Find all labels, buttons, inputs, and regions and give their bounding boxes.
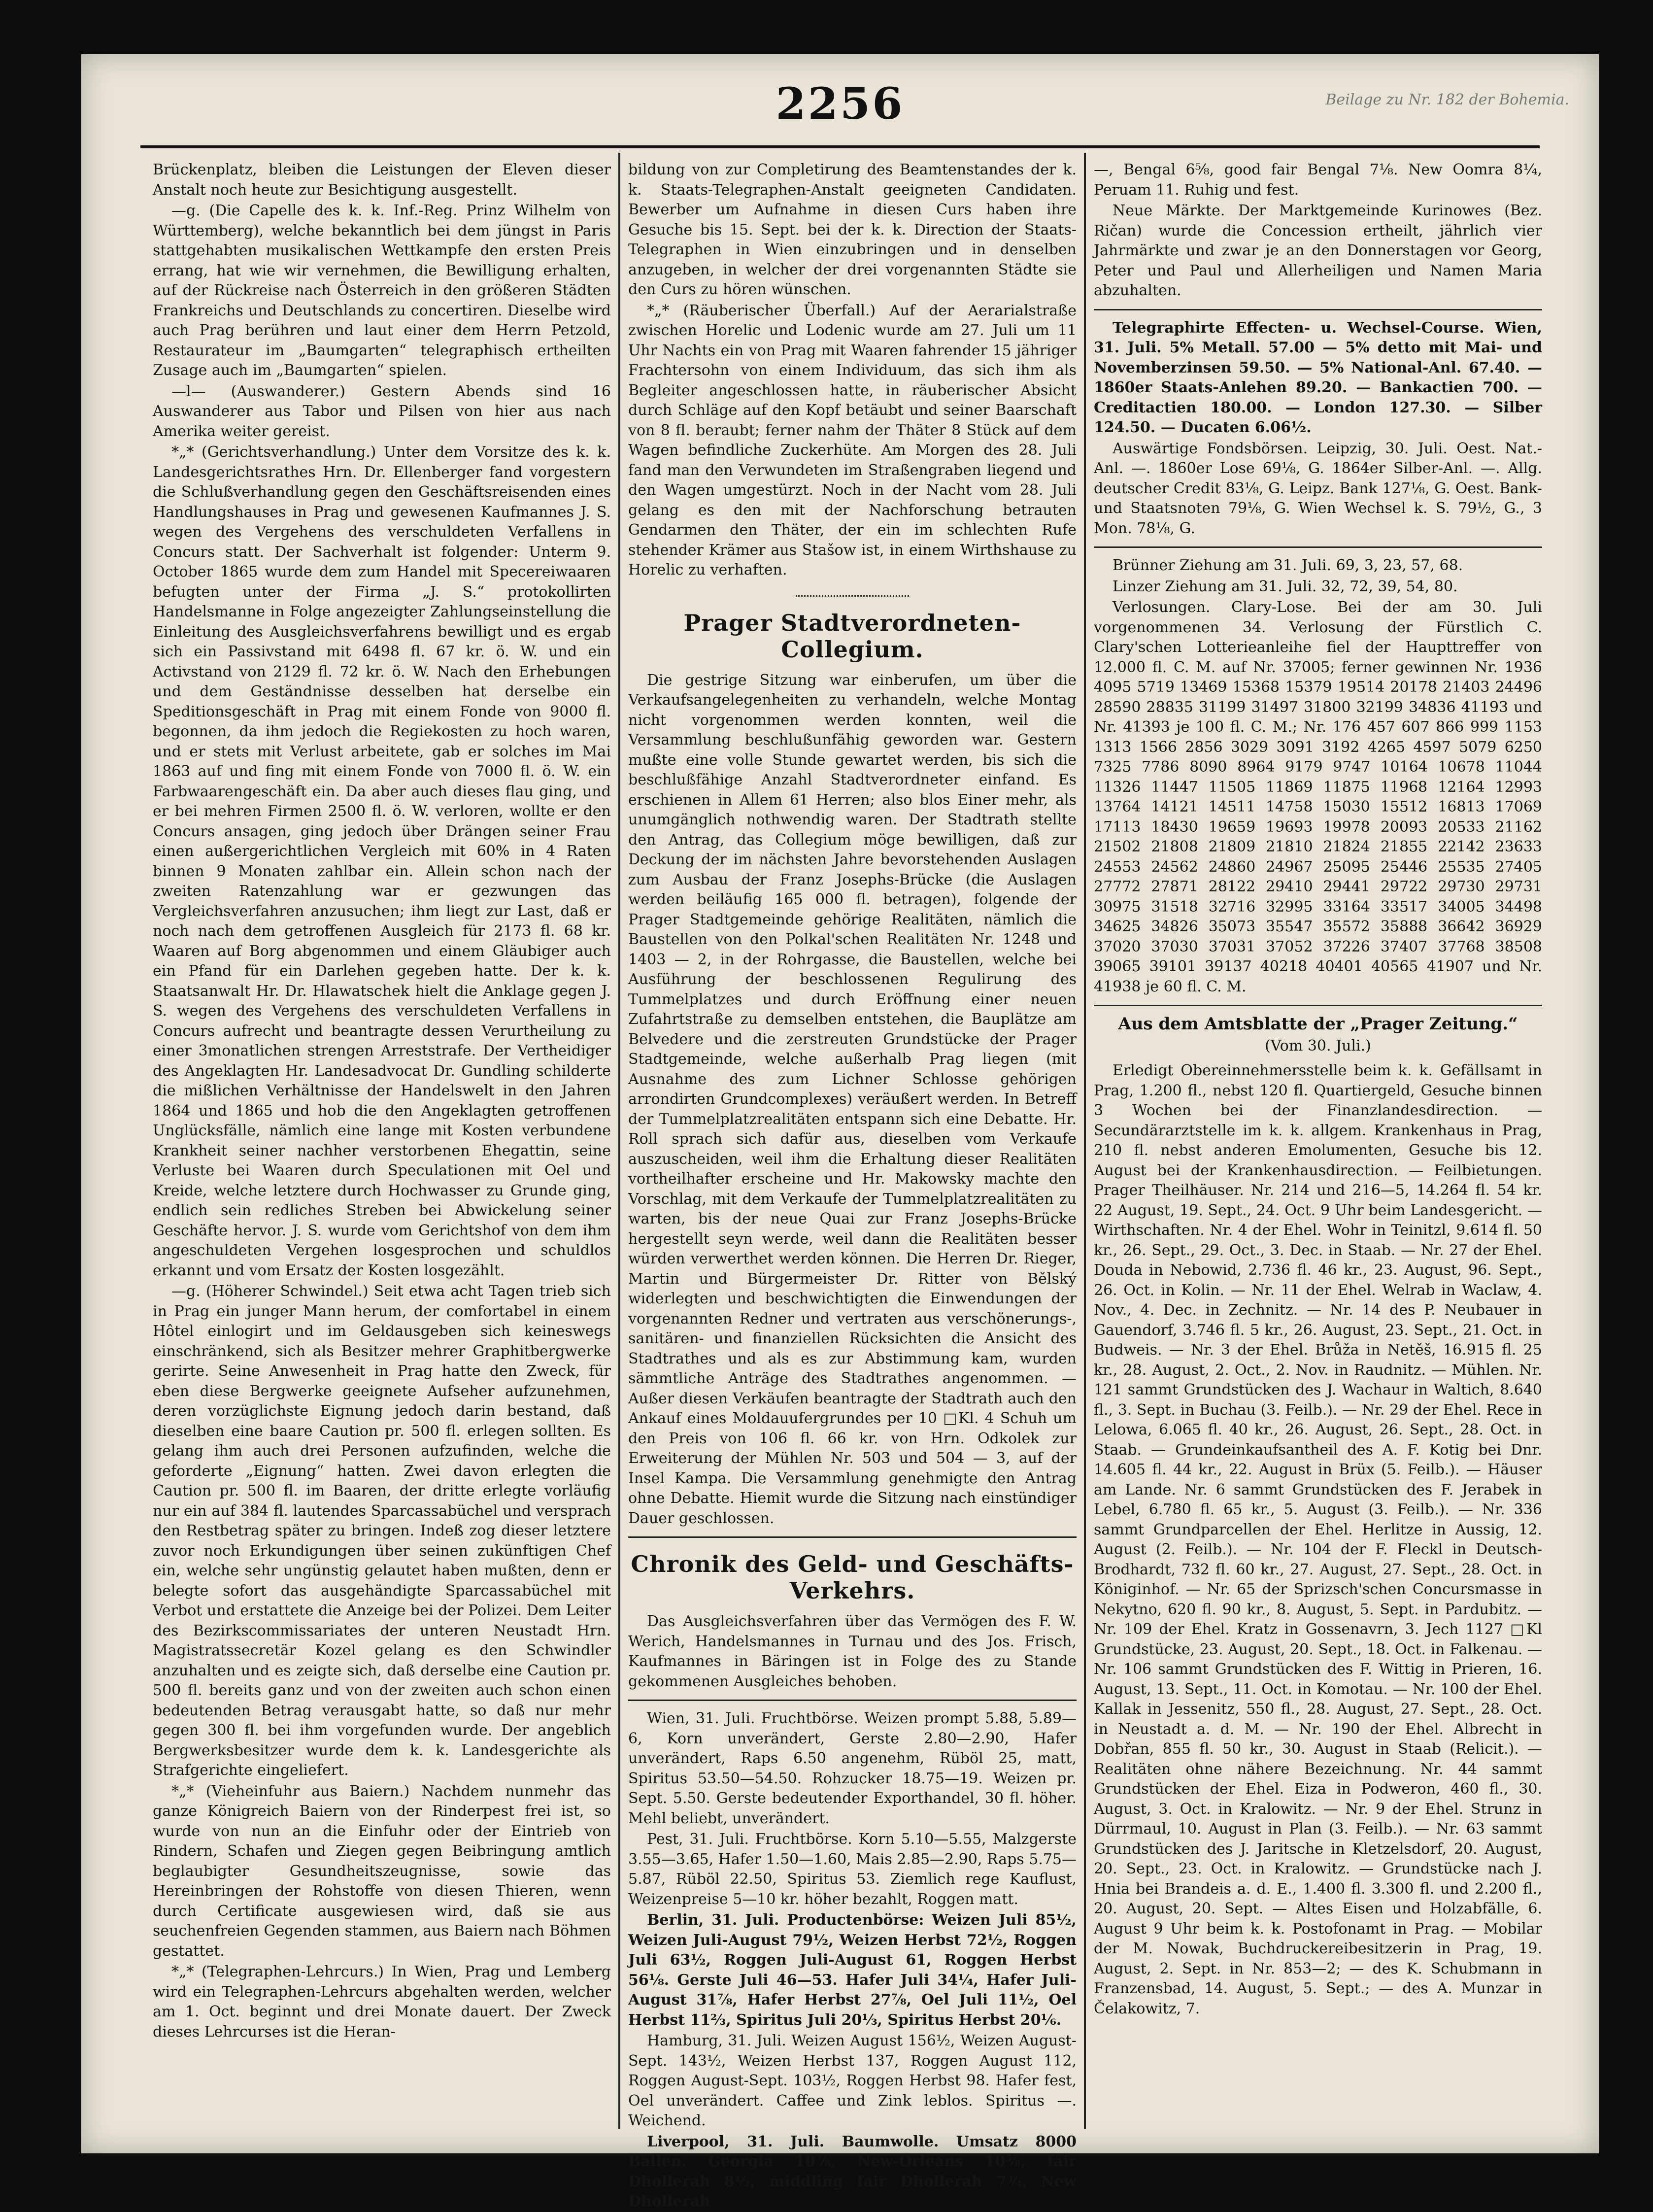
- section-heading-chronik: Chronik des Geld- und Geschäfts-Verkehrs.: [631, 1551, 1074, 1604]
- column-divider-1: [618, 153, 620, 2129]
- column-divider-2: [1084, 153, 1086, 2129]
- section-heading-stadtverordneten: Prager Stadtverordneten-Collegium.: [683, 609, 1021, 663]
- market-liverpool: Liverpool, 31. Juli. Baumwolle. Umsatz 8000 Ballen. Georgia 10⅞, New-Orleans 10⅝, fair Dhollerah 8½, middling fair Dhollerah 7¾, New Dhollerah: [628, 2133, 1077, 2210]
- foreign-exchanges: Auswärtige Fondsbörsen. Leipzig, 30. Juli. Oest. Nat.-Anl. —. 1860er Lose 69⅛, G. 1864er Silber-Anl. —. Allg. deutscher Credit 83⅛, G. Leipz. Bank 127⅛, G. Oest. Bank- und Staatsnoten 79⅛, G. Wien Wechsel k. S. 79½, G., 3 Mon. 78⅛, G.: [1094, 440, 1542, 537]
- market-berlin: Berlin, 31. Juli. Productenbörse: Weizen Juli 85½, Weizen Juli-August 79½, Weizen Herbst 72½, Roggen Juli 63½, Roggen Juli-August 61, Roggen Herbst 56⅛. Gerste Juli 46—53. Hafer Juli 34¼, Hafer Juli-August 31⅞, Hafer Herbst 27⅞, Oel Juli 11½, Oel Herbst 11⅔, Spiritus Juli 20⅓, Spiritus Herbst 20⅙.: [628, 1911, 1077, 2029]
- column-3: [1094, 160, 1542, 2126]
- section-rule: [628, 1700, 1077, 1701]
- article-continuation: Brückenplatz, bleiben die Leistungen der Eleven dieser Anstalt noch heute zur Besichtigung ausgestellt.: [153, 161, 611, 199]
- article-vieheinfuhr: *„* (Vieheinfuhr aus Baiern.) Nachdem nunmehr das ganze Königreich Baiern von der Rinderpest frei ist, so wurde von nun an die Einfuhr oder der Eintrieb von Rindern, Schafen und Ziegen gegen Beibringung amtlich beglaubigter Gesundheitszeugnisse, sowie das Hereinbringen der Rohstoffe von diesen Thieren, wenn durch Certificate ausgewiesen wird, daß sie aus seuchenfreien Gegenden stammen, aus Baiern nach Böhmen gestattet.: [153, 1782, 611, 1960]
- lottery-verlosungen: Verlosungen. Clary-Lose. Bei der am 30. Juli vorgenommenen 34. Verlosung der Fürstlich C. Clary'schen Lotterieanleihe fiel der Haupttreffer von 12.000 fl. C. M. auf Nr. 37005; ferner gewinnen Nr. 1936 4095 5719 13469 15368 15379 19514 20178 21403 24496 28590 28835 31199 31497 31800 32199 34836 41193 und Nr. 41393 je 100 fl. C. M.; Nr. 176 457 607 866 999 1153 1313 1566 2856 3029 3091 3192 4265 4597 5079 6250 7325 7786 8090 8964 9179 9747 10164 10678 11044 11326 11447 11505 11869 11875 11968 12164 12993 13764 14121 14511 14758 15030 15512 16813 17069 17113 18430 19659 19693 19978 20093 20533 21162 21502 21808 21809 21810 21824 21855 22142 23633 24553 24562 24860 24967 25095 25446 25535 27405 27772 27871 28122 29410 29441 29722 29730 29731 30975 31518 32716 32995 33164 33517 34005 34498 34625 34826 35073 35547 35572 35888 36642 36929 37020 37030 37031 37052 37226 37407 37768 38508 39065 39101 39137 40218 40401 40565 41907 und Nr. 41938 je 60 fl. C. M.: [1094, 599, 1542, 995]
- section-rule: [1094, 309, 1542, 310]
- article-neue-maerkte: Neue Märkte. Der Marktgemeinde Kurinowes (Bez. Ričan) wurde die Concession ertheilt, jährlich vier Jahrmärkte und zwar je an den Donnerstagen vor Georg, Peter und Paul und Allerheiligen und Namen Maria abzuhalten.: [1094, 202, 1542, 299]
- top-rule: [140, 145, 1540, 148]
- article-auswanderer: —l— (Auswanderer.) Gestern Abends sind 16 Auswanderer aus Tabor und Pilsen von hier aus nach Amerika weiter gereist.: [153, 382, 611, 440]
- article-amtsblatt: Erledigt Obereinnehmersstelle beim k. k. Gefällsamt in Prag, 1.200 fl., nebst 120 fl. Quartiergeld, Gesuche binnen 3 Wochen bei der Finanzlandesdirection. — Secundärarztstelle im k. k. allgem. Krankenhaus in Prag, 210 fl. nebst anderen Emolumenten, Gesuche bis 12. August bei der Krankenhausdirection. — Feilbietungen. Prager Theilhäuser. Nr. 214 und 216—5, 14.264 fl. 54 kr. 22 August, 19. Sept., 24. Oct. 9 Uhr beim Landesgericht. — Wirthschaften. Nr. 4 der Ehel. Wohr in Teinitzl, 9.614 fl. 50 kr., 26. Sept., 29. Oct., 3. Dec. in Staab. — Nr. 27 der Ehel. Douda in Nebowid, 2.736 fl. 46 kr., 23. August, 96. Sept., 26. Oct. in Kolin. — Nr. 11 der Ehel. Welrab in Waclaw, 4. Nov., 4. Dec. in Zechnitz. — Nr. 14 des P. Neubauer in Gauendorf, 3.746 fl. 5 kr., 26. August, 23. Sept., 21. Oct. in Budweis. — Nr. 3 der Ehel. Brůža in Netěš, 16.915 fl. 25 kr., 28. August, 2. Oct., 2. Nov. in Raudnitz. — Mühlen. Nr. 121 sammt Grundstücken des J. Wachaur in Waltich, 8.640 fl., 3. Sept. in Buchau (3. Feilb.). — Nr. 29 der Ehel. Rece in Lelowa, 6.065 fl. 40 kr., 26. August, 26. Sept., 28. Oct. in Staab. — Grundeinkaufsantheil des A. F. Kotig bei Dnr. 14.605 fl. 44 kr., 22. August in Brüx (5. Feilb.). — Häuser am Lande. Nr. 6 sammt Grundstücken des F. Jerabek in Lebel, 6.780 fl. 65 kr., 5. August (3. Feilb.). — Nr. 336 sammt Grundparcellen der Ehel. Herlitze in Aussig, 12. August (2. Feilb.). — Nr. 104 der F. Fleckl in Deutsch-Brodhardt, 732 fl. 60 kr., 27. August, 27. Sept., 28. Oct. in Königinhof. — Nr. 65 der Sprizsch'schen Concursmasse in Nekytno, 620 fl. 90 kr., 8. August, 5. Sept. in Pardubitz. — Nr. 109 der Ehel. Kratz in Gossenavrn, 3. Jech 1127 □Kl Grundstücke, 23. August, 20. Sept., 18. Oct. in Falkenau. — Nr. 106 sammt Grundstücken des F. Wittig in Prieren, 16. August, 13. Sept., 11. Oct. in Komotau. — Nr. 100 der Ehel. Kallak in Jessenitz, 550 fl., 28. August, 27. Sept., 28. Oct. in Neustadt a. d. M. — Nr. 190 der Ehel. Albrecht in Dobřan, 855 fl. 50 kr., 30. August in Staab (Relicit.). — Realitäten ohne nähere Bezeichnung. Nr. 44 sammt Grundstücken der Ehel. Eiza in Podweron, 460 fl., 30. August, 3. Oct. in Kralowitz. — Nr. 9 der Ehel. Strunz in Dürrmaul, 10. August in Plan (3. Feilb.). — Nr. 63 sammt Grundstücken des J. Jaritsche in Kletzelsdorf, 20. August, 20. Sept., 23. Oct. in Kralowitz. — Grundstücke nach J. Hnia bei Brandeis a. d. E., 1.400 fl. 3.300 fl. und 2.200 fl., 20. August, 20. Sept. — Altes Eisen und Holzabfälle, 6. August 9 Uhr beim k. k. Postofonamt in Prag. — Mobilar der M. Nowak, Buchdruckereibesitzerin in Prag, 19. August, 2. Sept. in Nr. 853—2; — des K. Schubmann in Franzensbad, 14. August, 5. Sept.; — des A. Munzar in Čelakowitz, 7.: [1094, 1062, 1542, 2017]
- section-rule: [1094, 1005, 1542, 1006]
- market-hamburg: Hamburg, 31. Juli. Weizen August 156½, Weizen August-Sept. 143½, Weizen Herbst 137, Roggen August 112, Roggen August-Sept. 103½, Roggen Herbst 98. Hafer fest, Oel unverändert. Caffee und Zink leblos. Spiritus —. Weichend.: [628, 2032, 1077, 2129]
- market-pest: Pest, 31. Juli. Fruchtbörse. Korn 5.10—5.55, Malzgerste 3.55—3.65, Hafer 1.50—1.60, Mais 2.85—2.90, Raps 5.75—5.87, Rüböl 22.50, Spiritus 53. Ziemlich rege Kauflust, Weizenpreise 5—10 kr. höher bezahlt, Roggen matt.: [628, 1831, 1077, 1908]
- article-ausgleich: Das Ausgleichsverfahren über das Vermögen des F. W. Werich, Handelsmannes in Turnau und des Jos. Frisch, Kaufmannes in Bäringen ist in Folge des zu Stande gekommenen Ausgleiches behoben.: [628, 1613, 1077, 1690]
- lottery-linz: Linzer Ziehung am 31. Juli. 32, 72, 39, 54, 80.: [1113, 578, 1458, 595]
- section-rule: [628, 1536, 1077, 1538]
- article-capelle: —g. (Die Capelle des k. k. Inf.-Reg. Prinz Wilhelm von Württemberg), welche bekanntlich bei dem jüngst in Paris stattgehabten musikalischen Wettkampfe den ersten Preis errang, hat wie wir vernehmen, die Bewilligung erhalten, auf der Rückreise nach Österreich in den größeren Städten Frankreichs und Deutschlands zu concertiren. Dieselbe wird auch Prag berühren und laut einer dem Herrn Petzold, Restaurateur im „Baumgarten“ telegraphisch ertheilten Zusage auch im „Baumgarten“ spielen.: [153, 202, 611, 379]
- lottery-bruenn: Brünner Ziehung am 31. Juli. 69, 3, 23, 57, 68.: [1113, 557, 1463, 574]
- section-heading-amtsblatt: Aus dem Amtsblatte der „Prager Zeitung.“: [1118, 1014, 1518, 1034]
- column-1: [153, 160, 611, 2126]
- column-2: [628, 160, 1077, 2210]
- page-number: 2256: [776, 78, 905, 129]
- article-lehrcurs-continuation: bildung von zur Completirung des Beamtenstandes der k. k. Staats-Telegraphen-Anstalt geeigneten Candidaten. Bewerber um Aufnahme in diesen Curs haben ihre Gesuche bis 15. Sept. bei der k. k. Direction der Staats-Telegraphen in Wien einzubringen und in denselben anzugeben, in welcher der drei vorgenannten Städte sie den Curs zu hören wünschen.: [628, 161, 1077, 298]
- section-subheading-date: (Vom 30. Juli.): [1265, 1037, 1371, 1055]
- article-stadtverordneten: Die gestrige Sitzung war einberufen, um über die Verkaufsangelegenheiten zu verhandeln, welche Montag nicht vorgenommen werden konnten, weil die Versammlung beschlußunfähig geworden war. Gestern mußte eine volle Stunde gewartet werden, bis sich die beschlußfähige Anzahl Stadtverordneter einfand. Es erschienen in Allem 61 Herren; also blos Einer mehr, als unumgänglich nothwendig waren. Der Stadtrath stellte den Antrag, das Collegium möge bewilligen, daß zur Deckung der im nächsten Jahre bevorstehenden Auslagen zum Ausbau der Franz Josephs-Brücke (die Auslagen werden beiläufig 165 000 fl. betragen), folgende der Prager Stadtgemeinde gehörige Realitäten, nämlich die Baustellen von den Polkal'schen Realitäten Nr. 1248 und 1403 — 2, in der Rohrgasse, die Baustellen, welche bei Ausführung der beschlossenen Regulirung des Tummelplatzes und durch Eröffnung einer neuen Zufahrtstraße zu demselben entstehen, die Bauplätze am Belvedere und die zerstreuten Grundstücke der Prager Stadtgemeinde, welche außerhalb Prag liegen (mit Ausnahme des zum Lichner Schlosse gehörigen arrondirten Grundcomplexes) veräußert werden. In Betreff der Tummelplatzrealitäten entspann sich eine Debatte. Hr. Roll sprach sich dafür aus, dieselben vom Verkaufe auszuscheiden, weil ihm die Erhaltung dieser Realitäten vortheilhafter erscheine und Hr. Makowsky machte den Vorschlag, mit dem Verkaufe der Tummelplatzrealitäten zu warten, bis der neue Quai zur Franz Josephs-Brücke hergestellt seyn werde, weil dann die Realitäten besser würden verwerthet werden können. Die Herren Dr. Rieger, Martin und Bürgermeister Dr. Ritter von Bělský widerlegten und beschwichtigten die Einwendungen der vorgenannten Redner und vertraten aus verschönerungs-, sanitären- und finanziellen Rücksichten die Ansicht des Stadtrathes und als es zur Abstimmung kam, wurden sämmtliche Anträge des Stadtrathes angenommen. — Außer diesen Verkäufen beantragte der Stadtrath auch den Ankauf eines Moldauufergrundes per 10 □Kl. 4 Schuh um den Preis von 106 fl. 66 kr. von Hrn. Odkolek zur Erweiterung der Mühlen Nr. 503 und 504 — 3, auf der Insel Kampa. Die Versammlung genehmigte den Antrag ohne Debatte. Hiemit wurde die Sitzung nach einstündiger Dauer geschlossen.: [628, 671, 1077, 1527]
- telegraph-courses: Telegraphirte Effecten- u. Wechsel-Course. Wien, 31. Juli. 5% Metall. 57.00 — 5% detto mit Mai- und Novemberzinsen 59.50. — 5% National-Anl. 67.40. — 1860er Staats-Anlehen 89.20. — Bankactien 700. — Creditactien 180.00. — London 127.30. — Silber 124.50. — Ducaten 6.06½.: [1094, 319, 1542, 436]
- article-gerichtsverhandlung: *„* (Gerichtsverhandlung.) Unter dem Vorsitze des k. k. Landesgerichtsrathes Hrn. Dr. Ellenberger fand vorgestern die Schlußverhandlung gegen den Geschäftsreisenden eines Handlungshauses in Prag und gewesenen Kaufmannes J. S. wegen des Vergehens des verschuldeten Verfallens in Concurs statt. Der Sachverhalt ist folgender: Unterm 9. October 1865 wurde dem zum Handel mit Specereiwaaren befugten unter der Firma „J. S.“ protokollirten Handelsmanne in Folge angezeigter Zahlungseinstellung die Einleitung des Ausgleichsverfahrens bewilligt und es ergab sich ein Passivstand mit 6498 fl. 67 kr. ö. W. und ein Activstand von 2129 fl. 72 kr. ö. W. Nach den Erhebungen und dem Geständnisse desselben hat derselbe ein Speditionsgeschäft in Prag mit einem Fonde von 9000 fl. begonnen, da ihm jedoch die Regiekosten zu hoch waren, und er stets mit Verlust arbeitete, gab er solches im Mai 1863 auf und fing mit einem Fonde von 7000 fl. ö. W. ein Farbwaarengeschäft ein. Da aber auch dieses flau ging, und er bei mehren Firmen 2500 fl. ö. W. verloren, wollte er den Concurs ansagen, ging jedoch über Drängen seiner Frau einen außergerichtlichen Vergleich mit 60% in 4 Raten binnen 9 Monaten zahlbar ein. Allein schon nach der zweiten Ratenzahlung war er gezwungen das Vergleichsverfahren anzusuchen; ihm liegt zur Last, daß er noch nach dem getroffenen Ausgleich für 2173 fl. 68 kr. Waaren auf Borg abgenommen und einem Gläubiger auch ein Pfand für ein Darlehen gegeben hatte. Der k. k. Staatsanwalt Hr. Dr. Hlawatschek hielt die Anklage gegen J. S. wegen des Vergehens des verschuldeten Verfallens in Concurs aufrecht und beantragte dessen Verurtheilung zu einer 3monatlichen strengen Arreststrafe. Der Vertheidiger des Angeklagten Hr. Landesadvocat Dr. Gundling schilderte die mißlichen Verhältnisse der Handelswelt in den Jahren 1864 und 1865 und hob die den Angeklagten getroffenen Unglücksfälle, nämlich eine lange mit Kosten verbundene Krankheit seiner nachher verstorbenen Ehegattin, seine Verluste bei Waaren durch Speculationen mit Oel und Kreide, welche letztere durch Hochwasser zu Grunde ging, endlich sein redliches Streben bei Abwickelung seiner Geschäfte hervor. J. S. wurde vom Gerichtshof von dem ihm angeschuldeten Vergehen losgesprochen und schuldlos erkannt und vom Ersatz der Kosten losgezählt.: [153, 443, 611, 1279]
- article-schwindel: —g. (Höherer Schwindel.) Seit etwa acht Tagen trieb sich in Prag ein junger Mann herum, der comfortabel in einem Hôtel einlogirt und im Geldausgeben sich keineswegs einschränkend, sich als Besitzer mehrer Graphitbergwerke gerirte. Seine Anwesenheit in Prag hatte den Zweck, für eben diese Bergwerke geeignete Aufseher aufzunehmen, deren vorzüglichste Eignung jedoch darin bestand, daß dieselben eine baare Caution pr. 500 fl. erlegen sollten. Es gelang ihm auch drei Personen aufzufinden, welche die geforderte „Eignung“ hatten. Zwei davon erlegten die Caution pr. 500 fl. im Baaren, der dritte erlegte vorläufig nur ein auf 384 fl. lautendes Sparcassabüchel und versprach den Restbetrag später zu bringen. Indeß zog dieser letztere zuvor noch Erkundigungen über seinen zukünftigen Chef ein, welche sehr ungünstig gelautet haben mußten, denn er belegte sofort das ausgehändigte Sparcassabüchel mit Verbot und erstattete die Anzeige bei der Polizei. Dem Leiter des Bezirkscommissariates der unteren Neustadt Hrn. Magistratssecretär Kozel gelang es den Schwindler anzuhalten und es zeigte sich, daß derselbe eine Caution pr. 500 fl. bereits ganz und von der zweiten auch schon einen bedeutenden Betrag verausgabt hatte, so daß nur mehr gegen 300 fl. bei ihm vorgefunden wurde. Der angeblich Bergwerksbesitzer wurde dem k. k. Landesgerichte als Strafgerichte eingeliefert.: [153, 1283, 611, 1779]
- section-rule: [1094, 546, 1542, 548]
- article-ueberfall: *„* (Räuberischer Überfall.) Auf der Aerarialstraße zwischen Horelic und Lodenic wurde am 27. Juli um 11 Uhr Nachts ein von Prag mit Waaren fahrender 15 jähriger Frachtersohn von einem Individuum, das sich ihm als Begleiter angeschlossen hatte, in räuberischer Absicht durch Schläge auf den Kopf betäubt und seiner Baarschaft von 8 fl. beraubt; ferner nahm der Thäter 8 Stück auf dem Wagen befindliche Zuckerhüte. Am Morgen des 28. Juli fand man den Verwundeten im Straßengraben liegend und den Wagen umgestürzt. Noch in der Nacht vom 28. Juli gelang es den mit der Nachforschung betrauten Gendarmen den Thäter, der ein im schlechten Rufe stehender Krämer aus Stašow ist, in einem Wirthshause zu Horelic zu verhaften.: [628, 302, 1077, 579]
- newspaper-page: [81, 54, 1599, 2210]
- ornament-divider: [796, 589, 909, 597]
- market-wien: Wien, 31. Juli. Fruchtbörse. Weizen prompt 5.88, 5.89—6, Korn unverändert, Gerste 2.80—2.90, Hafer unverändert, Raps 6.50 angenehm, Rüböl 25, matt, Spiritus 53.50—54.50. Rohzucker 18.75—19. Weizen pr. Sept. 5.50. Gerste bedeutender Exporthandel, 30 fl. höher. Mehl beliebt, unverändert.: [628, 1710, 1077, 1827]
- article-telegraphen-lehrcurs: *„* (Telegraphen-Lehrcurs.) In Wien, Prag und Lemberg wird ein Telegraphen-Lehrcurs abgehalten werden, welcher am 1. Oct. beginnt und drei Monate dauert. Der Zweck dieses Lehrcurses ist die Heran-: [153, 1963, 611, 2041]
- market-liverpool-continuation: —, Bengal 6⅝, good fair Bengal 7⅛. New Oomra 8¼, Peruam 11. Ruhig und fest.: [1094, 161, 1542, 199]
- header-note: Beilage zu Nr. 182 der Bohemia.: [1325, 91, 1569, 108]
